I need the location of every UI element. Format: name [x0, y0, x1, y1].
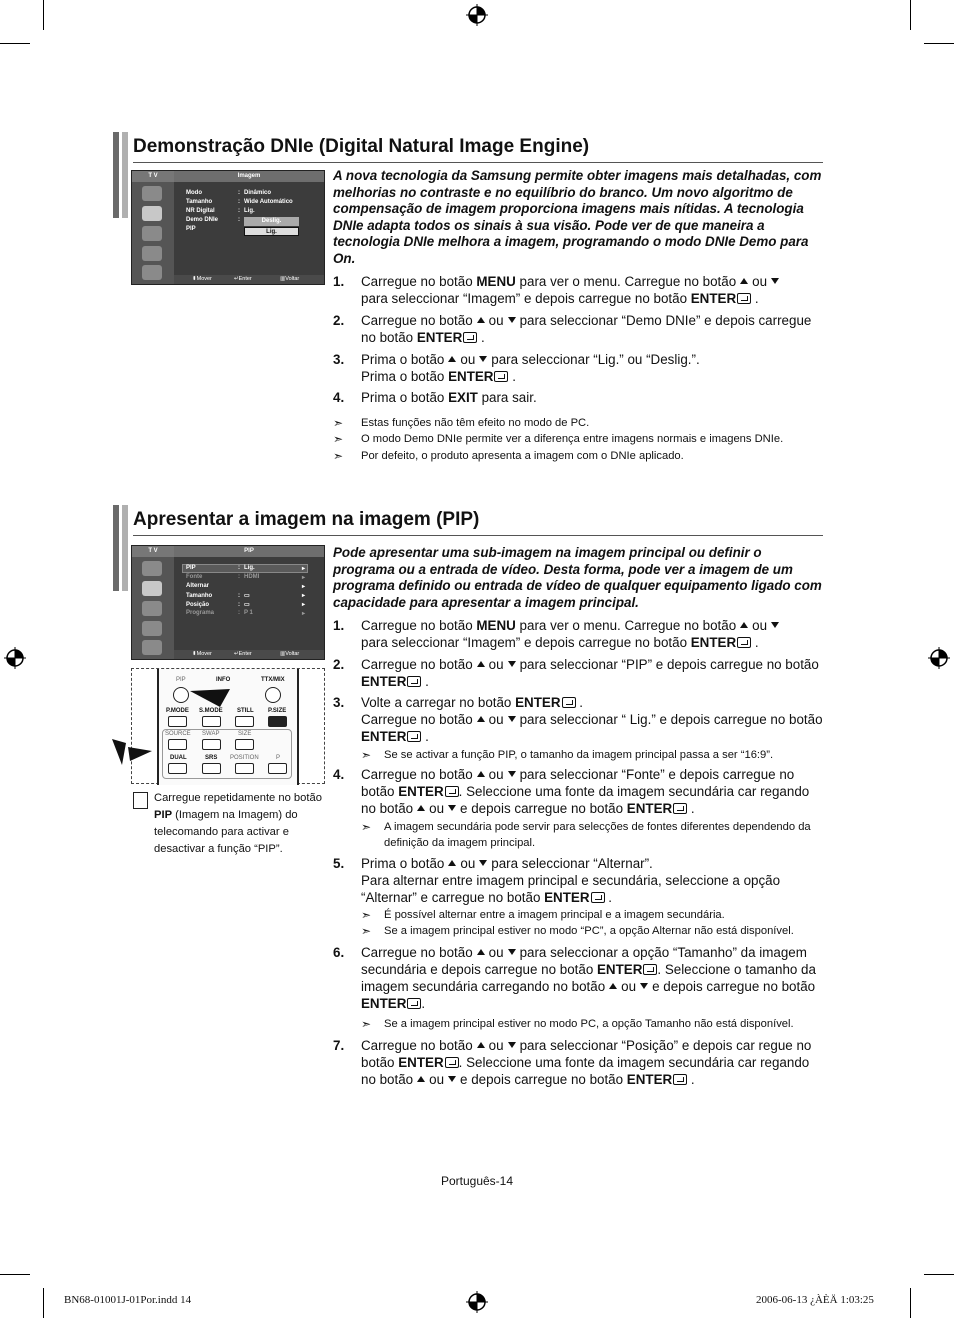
crop-mark: [0, 43, 30, 44]
crop-mark: [43, 0, 44, 30]
channel-icon: [142, 621, 162, 636]
crop-mark: [0, 1274, 30, 1275]
date-slug: 2006-06-13 ¿ÀÈÄ 1:03:25: [756, 1294, 874, 1306]
tv-label: T V: [132, 546, 174, 557]
pointer-arrow-icon: [190, 687, 240, 709]
pip-step-5-note: ➣ Se a imagem principal estiver no modo “PC”, a opção Alternar não está disponível.: [361, 924, 794, 938]
picture-icon: [142, 581, 162, 596]
option-lig: Lig.: [244, 227, 299, 236]
menu-footer: ⬍ Mover ↵ Enter ▥ Voltar: [174, 275, 324, 284]
down-arrow-icon: [448, 805, 456, 811]
dnie-step-1: 1. Carregue no botão MENU para ver o menu. Carregue no botão ou para seleccionar “Imagem” e depois carregue no botão ENTER .: [333, 273, 823, 307]
section-title: Demonstração DNIe (Digital Natural Image Engine): [133, 136, 590, 157]
enter-icon: [445, 786, 459, 797]
section-title: Apresentar a imagem na imagem (PIP): [133, 509, 480, 530]
down-arrow-icon: [771, 278, 779, 284]
down-arrow-icon: [508, 771, 516, 777]
tv-menu-pip-screenshot: [131, 545, 325, 660]
sound-icon: [142, 226, 162, 241]
up-arrow-icon: [477, 1042, 485, 1048]
setup-icon: [142, 640, 162, 655]
pip-step-1: 1. Carregue no botão MENU para ver o menu. Carregue no botão ou para seleccionar “Imagem” e depois carregue no botão ENTER .: [333, 617, 823, 651]
ttx-button: [265, 687, 281, 703]
sound-icon: [142, 601, 162, 616]
dnie-step-3: 3. Prima o botão ou para seleccionar “Lig.” ou “Deslig.”. Prima o botão ENTER .: [333, 352, 700, 384]
up-arrow-icon: [477, 949, 485, 955]
crop-mark: [910, 1288, 911, 1318]
menu-row: Posição : ▭ ▸: [186, 602, 306, 608]
input-icon: [142, 561, 162, 576]
note-arrow-icon: ➣: [333, 432, 344, 446]
setup-icon: [142, 265, 162, 280]
up-arrow-icon: [477, 771, 485, 777]
crop-mark: [43, 1288, 44, 1318]
pip-step-6: 6. Carregue no botão ou para seleccionar a opção “Tamanho” da imagem secundária e depois carregue no botão ENTER . Seleccione o tamanho da imagem secundária carregando no botão ou e depois carregue no botão ENTER .: [333, 945, 816, 1011]
crop-mark: [924, 43, 954, 44]
down-arrow-icon: [640, 983, 648, 989]
note-arrow-icon: ➣: [333, 449, 344, 463]
swap-button: [202, 739, 221, 750]
channel-icon: [142, 246, 162, 261]
picture-icon: [142, 206, 162, 221]
pip-step-4-note: ➣ A imagem secundária pode servir para selecções de fontes diferentes dependendo da definição da imagem principal.: [361, 820, 811, 849]
up-arrow-icon: [448, 356, 456, 362]
down-arrow-icon: [508, 949, 516, 955]
down-arrow-icon: [479, 860, 487, 866]
enter-icon: [407, 731, 421, 742]
note-arrow-icon: ➣: [333, 416, 344, 430]
dnie-note: ➣ Estas funções não têm efeito no modo de PC.: [333, 416, 590, 430]
menu-row: Fonte : HDMI ▸: [186, 574, 306, 581]
menu-row: Demo DNIe :: [186, 217, 240, 223]
pip-step-3-note: ➣ Se se activar a função PIP, o tamanho da imagem principal passa a ser “16:9”.: [361, 748, 774, 762]
up-arrow-icon: [609, 983, 617, 989]
up-arrow-icon: [417, 805, 425, 811]
enter-icon: [445, 1057, 459, 1068]
down-arrow-icon: [771, 622, 779, 628]
dual-button: [168, 763, 187, 774]
pmode-button: [168, 716, 187, 727]
dnie-step-4: 4. Prima o botão EXIT para sair.: [333, 390, 537, 405]
section-bar: [113, 132, 119, 218]
dnie-step-2: 2. Carregue no botão ou para seleccionar “Demo DNIe” e depois carregue no botão ENTER .: [333, 313, 812, 345]
memo-icon: [133, 792, 148, 809]
position-button: [235, 763, 254, 774]
note-arrow-icon: ➣: [361, 748, 372, 762]
down-arrow-icon: [479, 356, 487, 362]
registration-mark-icon: [466, 1291, 488, 1313]
menu-row: NR Digital : Lig.: [186, 208, 255, 214]
pip-step-3: 3. Volte a carregar no botão ENTER . Carregue no botão ou para seleccionar “ Lig.” e depois carregue no botão ENTER .: [333, 695, 823, 744]
up-arrow-icon: [477, 317, 485, 323]
menu-row: Tamanho : ▭ ▸: [186, 593, 306, 599]
pip-step-2: 2. Carregue no botão ou para seleccionar “PIP” e depois carregue no botão ENTER .: [333, 657, 819, 689]
channel-down-button: [268, 763, 287, 774]
up-arrow-icon: [477, 716, 485, 722]
still-button: [235, 716, 254, 727]
up-arrow-icon: [740, 278, 748, 284]
dnie-intro: A nova tecnologia da Samsung permite obter imagens mais detalhadas, com melhorias no contraste e no equilíbrio do branco. Um novo algoritmo de compensação de imagem proporciona imagens mais nítidas. A tecnologia DNIe adapta todos os sinais à sua visão. Pode ver de que maneira a tecnologia DNIe melhora a imagem, programando o modo DNIe Demo para On.: [333, 168, 822, 266]
note-arrow-icon: ➣: [361, 924, 372, 938]
pip-memo: Carregue repetidamente no botão PIP (Imagem na Imagem) do telecomando para activar e desactivar a função “PIP”.: [131, 790, 331, 858]
pip-button: [173, 687, 189, 703]
menu-title: PIP: [174, 546, 324, 557]
pip-intro: Pode apresentar uma sub-imagem na imagem principal ou definir o programa ou a entrada de vídeo. Desta forma, pode ver a imagem de um programa definido ou entrada de vídeo de qualquer equipamento ligado com capacidade para apresentar a imagem principal.: [333, 545, 822, 610]
pip-step-6-note: ➣ Se a imagem principal estiver no modo PC, a opção Tamanho não está disponível.: [361, 1017, 794, 1031]
enter-icon: [673, 1074, 687, 1085]
page-number: Português-14: [440, 1174, 514, 1188]
down-arrow-icon: [448, 1076, 456, 1082]
menu-title: Imagem: [174, 171, 324, 182]
up-arrow-icon: [448, 860, 456, 866]
input-icon: [142, 186, 162, 201]
menu-row: PIP: [186, 226, 196, 232]
note-arrow-icon: ➣: [361, 1017, 372, 1031]
section-bar: [122, 505, 128, 591]
srs-button: [202, 763, 221, 774]
note-arrow-icon: ➣: [361, 908, 372, 922]
menu-row: Modo : Dinâmico: [186, 190, 272, 196]
section-rule: [133, 535, 823, 536]
hand-pointer-icon: [112, 737, 157, 767]
pip-step-5: 5. Prima o botão ou para seleccionar “Alternar”. Para alternar entre imagem principal e secundária, seleccione a opção “Alternar” e carregue no botão ENTER .: [333, 856, 781, 905]
section-rule: [133, 162, 823, 163]
dnie-note: ➣ O modo Demo DNIe permite ver a diferença entre imagens normais e imagens DNIe.: [333, 432, 784, 446]
crop-mark: [924, 1274, 954, 1275]
section-bar: [113, 505, 119, 591]
note-arrow-icon: ➣: [361, 820, 372, 834]
enter-icon: [673, 803, 687, 814]
up-arrow-icon: [740, 622, 748, 628]
enter-icon: [643, 964, 657, 975]
down-arrow-icon: [508, 716, 516, 722]
enter-icon: [463, 332, 477, 343]
source-button: [168, 739, 187, 750]
up-arrow-icon: [417, 1076, 425, 1082]
enter-icon: [737, 637, 751, 648]
pip-step-5-note: ➣ É possível alternar entre a imagem principal e a imagem secundária.: [361, 908, 725, 922]
size-button: [235, 739, 254, 750]
registration-mark-icon: [928, 647, 950, 669]
registration-mark-icon: [4, 647, 26, 669]
menu-row: Programa : P 1 ▸: [186, 610, 306, 617]
enter-icon: [494, 371, 508, 382]
crop-mark: [910, 0, 911, 30]
down-arrow-icon: [508, 1042, 516, 1048]
menu-row: Tamanho : Wide Automático: [186, 199, 293, 205]
menu-row: Alternar ▸: [186, 583, 306, 590]
menu-row: PIP : Lig. ▸: [186, 565, 306, 572]
enter-icon: [407, 676, 421, 687]
up-arrow-icon: [477, 661, 485, 667]
remote-control-illustration: PIP INFO TTX/MIX P.MODE S.MODE STILL P.SIZE SOURCE SWAP SIZE DUAL SRS POSITION P: [131, 668, 325, 784]
smode-button: [202, 716, 221, 727]
section-bar: [122, 132, 128, 218]
dnie-note: ➣ Por defeito, o produto apresenta a imagem com o DNIe aplicado.: [333, 449, 684, 463]
tv-label: T V: [132, 171, 174, 182]
enter-icon: [737, 293, 751, 304]
menu-footer: ⬍ Mover ↵ Enter ▥ Voltar: [174, 650, 324, 659]
enter-icon: [591, 892, 605, 903]
file-slug: BN68-01001J-01Por.indd 14: [64, 1294, 192, 1306]
pip-step-7: 7. Carregue no botão ou para seleccionar “Posição” e depois car regue no botão ENTER . Seleccione uma fonte da imagem secundária car regando no botão ou e depois carregue no botão ENTER .: [333, 1038, 812, 1087]
psize-button: [268, 716, 287, 727]
enter-icon: [407, 998, 421, 1009]
down-arrow-icon: [508, 317, 516, 323]
pip-step-4: 4. Carregue no botão ou para seleccionar “Fonte” e depois carregue no botão ENTER . Seleccione uma fonte da imagem secundária car regando no botão ou e depois carregue no botão ENTER .: [333, 767, 810, 816]
tv-menu-imagem-screenshot: [131, 170, 325, 285]
option-deslig: Deslig.: [244, 217, 299, 226]
enter-icon: [562, 697, 576, 708]
registration-mark-icon: [466, 4, 488, 26]
down-arrow-icon: [508, 661, 516, 667]
